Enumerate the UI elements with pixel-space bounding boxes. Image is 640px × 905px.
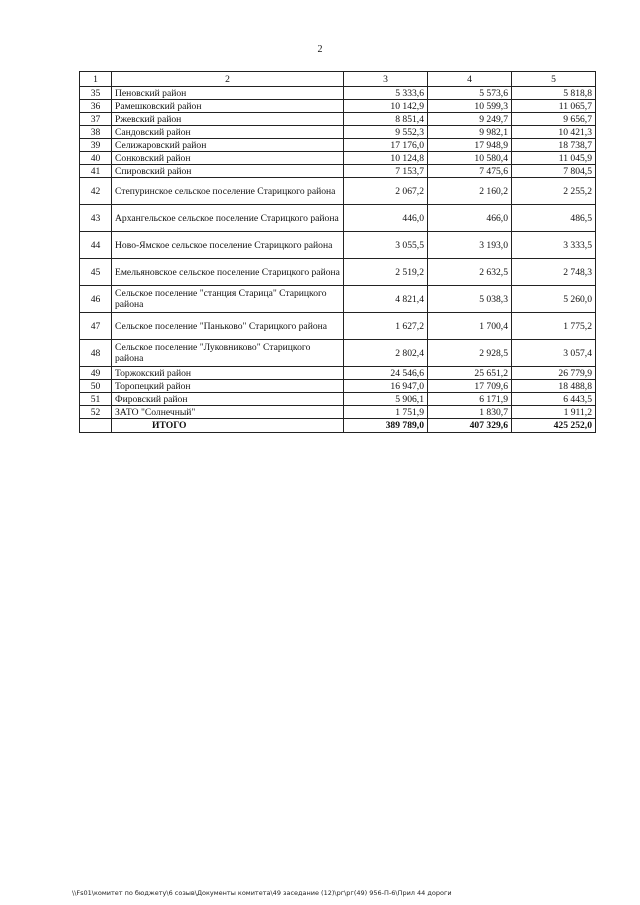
header-col-4: 4: [428, 72, 512, 87]
row-value-4-cell: 6 171,9: [428, 393, 512, 406]
row-value-4-cell: 25 651,2: [428, 367, 512, 380]
table-row: [80, 406, 596, 419]
row-name-cell: Сельское поселение "Луковниково" Старицкого района: [112, 340, 344, 367]
row-name-cell: Спировский район: [112, 165, 344, 178]
header-col-5: 5: [512, 72, 596, 87]
table-row: [80, 87, 596, 100]
row-number-cell: 39: [80, 139, 112, 152]
row-value-5-cell: 486,5: [512, 205, 596, 232]
row-name-cell: Торжокский район: [112, 367, 344, 380]
row-number-cell: 37: [80, 113, 112, 126]
row-value-3-cell: 10 124,8: [344, 152, 428, 165]
table-row: [80, 100, 596, 113]
header-col-1: 1: [80, 72, 112, 87]
row-number-cell: 45: [80, 259, 112, 286]
row-name-cell: Архангельское сельское поселение Старицкого района: [112, 205, 344, 232]
page-number: 2: [317, 44, 323, 55]
row-name-cell: Селижаровский район: [112, 139, 344, 152]
row-value-5-cell: 1 775,2: [512, 313, 596, 340]
row-value-4-cell: 5 573,6: [428, 87, 512, 100]
row-value-4-cell: 2 160,2: [428, 178, 512, 205]
row-value-5-cell: 11 065,7: [512, 100, 596, 113]
row-value-3-cell: 2 067,2: [344, 178, 428, 205]
row-name-cell: Торопецкий район: [112, 380, 344, 393]
row-value-3-cell: 17 176,0: [344, 139, 428, 152]
row-value-4-cell: 9 249,7: [428, 113, 512, 126]
total-value-5: 425 252,0: [512, 419, 596, 433]
row-name-cell: Фировский район: [112, 393, 344, 406]
row-number-cell: 46: [80, 286, 112, 313]
table-row: [80, 165, 596, 178]
row-value-3-cell: 7 153,7: [344, 165, 428, 178]
row-value-4-cell: 2 928,5: [428, 340, 512, 367]
row-value-4-cell: 17 709,6: [428, 380, 512, 393]
table-row: [80, 380, 596, 393]
row-value-3-cell: 2 519,2: [344, 259, 428, 286]
row-value-5-cell: 5 818,8: [512, 87, 596, 100]
row-value-4-cell: 5 038,3: [428, 286, 512, 313]
table-row: [80, 313, 596, 340]
row-name-cell: Сандовский район: [112, 126, 344, 139]
table-row: [80, 367, 596, 380]
row-value-5-cell: 18 488,8: [512, 380, 596, 393]
row-value-5-cell: 11 045,9: [512, 152, 596, 165]
table-row: [80, 340, 596, 367]
table-row: [80, 393, 596, 406]
total-label: ИТОГО: [112, 419, 344, 433]
row-name-cell: ЗАТО "Солнечный": [112, 406, 344, 419]
row-value-5-cell: 18 738,7: [512, 139, 596, 152]
footer-file-path: \\Fs01\комитет по бюджету\6 созыв\Документы комитета\49 заседание (12)\рг\рг(49) 956-П-6\Прил 44 дороги: [72, 889, 452, 897]
row-value-3-cell: 3 055,5: [344, 232, 428, 259]
table-row: [80, 205, 596, 232]
row-name-cell: Ржевский район: [112, 113, 344, 126]
row-value-4-cell: 1 700,4: [428, 313, 512, 340]
row-number-cell: 51: [80, 393, 112, 406]
row-value-4-cell: 17 948,9: [428, 139, 512, 152]
row-value-5-cell: 2 255,2: [512, 178, 596, 205]
row-value-4-cell: 10 599,3: [428, 100, 512, 113]
row-value-5-cell: 9 656,7: [512, 113, 596, 126]
row-value-5-cell: 7 804,5: [512, 165, 596, 178]
row-name-cell: Ново-Ямское сельское поселение Старицкого района: [112, 232, 344, 259]
table-row: [80, 259, 596, 286]
row-value-5-cell: 3 057,4: [512, 340, 596, 367]
row-number-cell: 43: [80, 205, 112, 232]
row-value-3-cell: 446,0: [344, 205, 428, 232]
row-name-cell: Рамешковский район: [112, 100, 344, 113]
row-value-5-cell: 10 421,3: [512, 126, 596, 139]
row-value-5-cell: 1 911,2: [512, 406, 596, 419]
total-value-3: 389 789,0: [344, 419, 428, 433]
row-number-cell: 52: [80, 406, 112, 419]
row-number-cell: 40: [80, 152, 112, 165]
row-value-4-cell: 3 193,0: [428, 232, 512, 259]
row-number-cell: 50: [80, 380, 112, 393]
total-row: [80, 419, 596, 433]
row-value-3-cell: 2 802,4: [344, 340, 428, 367]
total-num-cell: [80, 419, 112, 433]
row-number-cell: 49: [80, 367, 112, 380]
row-number-cell: 36: [80, 100, 112, 113]
row-value-5-cell: 5 260,0: [512, 286, 596, 313]
row-value-3-cell: 1 751,9: [344, 406, 428, 419]
row-value-4-cell: 2 632,5: [428, 259, 512, 286]
header-col-3: 3: [344, 72, 428, 87]
table-row: [80, 126, 596, 139]
row-value-5-cell: 3 333,5: [512, 232, 596, 259]
table-row: [80, 286, 596, 313]
row-value-5-cell: 2 748,3: [512, 259, 596, 286]
row-value-4-cell: 9 982,1: [428, 126, 512, 139]
row-value-4-cell: 10 580,4: [428, 152, 512, 165]
table-row: [80, 113, 596, 126]
table-row: [80, 152, 596, 165]
row-number-cell: 38: [80, 126, 112, 139]
header-col-2: 2: [112, 72, 344, 87]
row-value-4-cell: 466,0: [428, 205, 512, 232]
table-row: [80, 232, 596, 259]
row-number-cell: 35: [80, 87, 112, 100]
row-number-cell: 48: [80, 340, 112, 367]
row-value-3-cell: 8 851,4: [344, 113, 428, 126]
row-number-cell: 44: [80, 232, 112, 259]
row-value-3-cell: 5 333,6: [344, 87, 428, 100]
total-value-4: 407 329,6: [428, 419, 512, 433]
row-value-3-cell: 1 627,2: [344, 313, 428, 340]
table-row: [80, 139, 596, 152]
row-value-5-cell: 6 443,5: [512, 393, 596, 406]
row-value-4-cell: 7 475,6: [428, 165, 512, 178]
row-number-cell: 42: [80, 178, 112, 205]
table-header-row: [80, 72, 596, 87]
row-name-cell: Емельяновское сельское поселение Старицкого района: [112, 259, 344, 286]
row-value-5-cell: 26 779,9: [512, 367, 596, 380]
row-value-4-cell: 1 830,7: [428, 406, 512, 419]
table-body: [80, 87, 596, 419]
row-value-3-cell: 24 546,6: [344, 367, 428, 380]
row-name-cell: Сельское поселение "Паньково" Старицкого района: [112, 313, 344, 340]
row-value-3-cell: 9 552,3: [344, 126, 428, 139]
row-name-cell: Степуринское сельское поселение Старицкого района: [112, 178, 344, 205]
row-name-cell: Сонковский район: [112, 152, 344, 165]
row-value-3-cell: 10 142,9: [344, 100, 428, 113]
row-value-3-cell: 5 906,1: [344, 393, 428, 406]
table-row: [80, 178, 596, 205]
row-value-3-cell: 4 821,4: [344, 286, 428, 313]
row-number-cell: 47: [80, 313, 112, 340]
row-value-3-cell: 16 947,0: [344, 380, 428, 393]
row-number-cell: 41: [80, 165, 112, 178]
row-name-cell: Пеновский район: [112, 87, 344, 100]
budget-table: [79, 71, 596, 433]
row-name-cell: Сельское поселение "станция Старица" Старицкого района: [112, 286, 344, 313]
